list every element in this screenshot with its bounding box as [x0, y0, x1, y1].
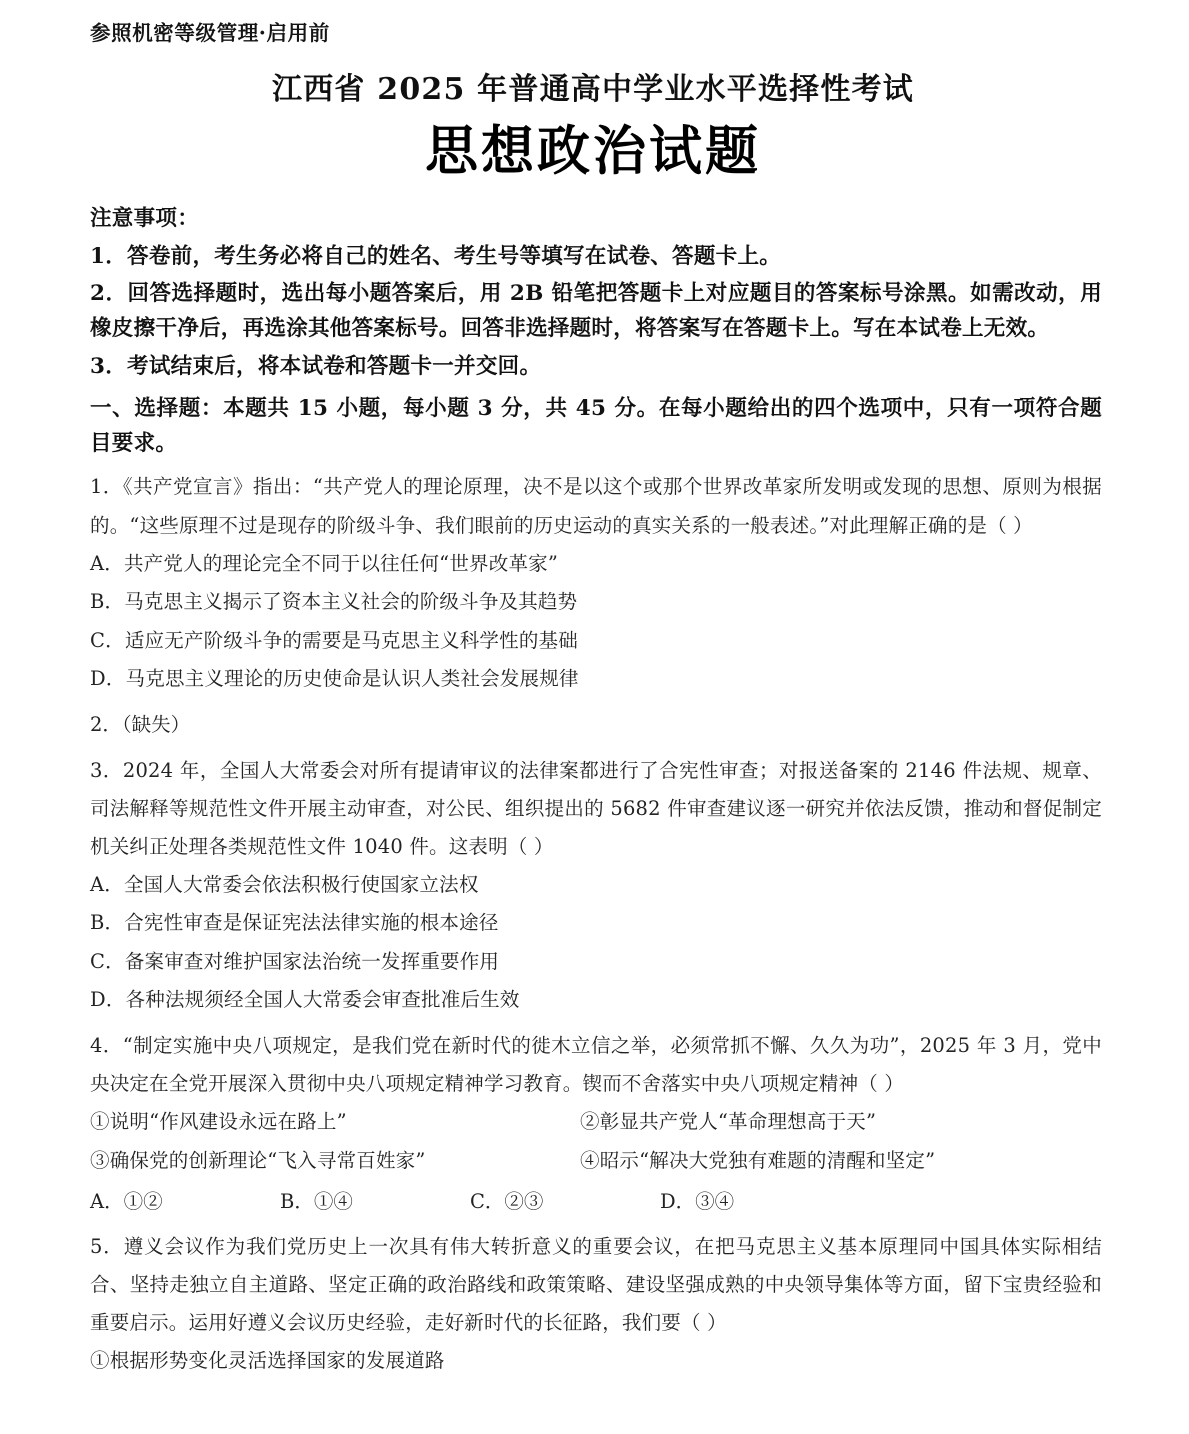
option-text: 适应无产阶级斗争的需要是马克思主义科学性的基础 — [124, 628, 578, 652]
statement-row — [90, 1142, 1102, 1181]
statement-item: ④昭示“解决大党独有难题的清醒和坚定” — [580, 1148, 936, 1172]
question-option[interactable] — [280, 1182, 470, 1221]
statement-item: ②彰显共产党人“革命理想高于天” — [580, 1110, 877, 1134]
notice-section — [90, 202, 1102, 385]
option-text: ③④ — [695, 1190, 735, 1214]
option-label: B． — [280, 1190, 314, 1214]
option-label: D． — [90, 667, 126, 691]
notice-item-1: 1．答卷前，考生务必将自己的姓名、考生号等填写在试卷、答题卡上。 — [90, 243, 782, 269]
notice-item-2: 2．回答选择题时，选出每小题答案后，用 2B 铅笔把答题卡上对应题目的答案标号涂黑。如需改动，用橡皮擦干净后，再选涂其他答案标号。回答非选择题时，将答案写在答题卡上。写在本试卷上无效。 — [90, 281, 1102, 342]
statement-item: ③确保党的创新理论“飞入寻常百姓家” — [90, 1148, 426, 1172]
notice-heading: 注意事项： — [90, 205, 200, 231]
question-option[interactable] — [90, 622, 1102, 661]
secrecy-notice: 参照机密等级管理·启用前 — [90, 21, 330, 45]
option-text: 马克思主义揭示了资本主义社会的阶级斗争及其趋势 — [124, 590, 578, 614]
section-heading-multiple-choice: 一、选择题：本题共 15 小题，每小题 3 分，共 45 分。在每小题给出的四个选项中，只有一项符合题目要求。 — [90, 395, 1102, 456]
statement-grid — [90, 1103, 1102, 1180]
question-5 — [90, 1228, 1102, 1381]
option-text: 马克思主义理论的历史使命是认识人类社会发展规律 — [125, 667, 579, 691]
question-option[interactable] — [90, 943, 1102, 982]
question-option[interactable] — [90, 866, 1102, 905]
question-option[interactable] — [90, 1182, 280, 1221]
question-stem: 3．2024 年，全国人大常委会对所有提请审议的法律案都进行了合宪性审查；对报送备案的 2146 件法规、规章、司法解释等规范性文件开展主动审查，对公民、组织提出的 5682 件审查建议逐一研究并依法反馈，推动和督促制定机关纠正处理各类规范性文件 1040 件。这表明（ ） — [90, 758, 1102, 858]
question-option[interactable] — [90, 583, 1102, 622]
question-option[interactable] — [660, 1182, 850, 1221]
question-2 — [90, 706, 1102, 745]
page-title: 思想政治试题 — [425, 120, 761, 183]
page-content — [90, 0, 1102, 1381]
option-text: ①② — [123, 1190, 163, 1214]
option-label: D． — [660, 1190, 696, 1214]
question-option[interactable] — [470, 1182, 660, 1221]
question-stem: 5．遵义会议作为我们党历史上一次具有伟大转折意义的重要会议，在把马克思主义基本原理同中国具体实际相结合、坚持走独立自主道路、坚定正确的政治路线和政策策略、建设坚强成熟的中央领导集体等方面，留下宝贵经验和重要启示。运用好遵义会议历史经验，走好新时代的长征路，我们要（ ） — [90, 1235, 1102, 1335]
question-option[interactable] — [90, 904, 1102, 943]
option-label: A． — [90, 1190, 124, 1214]
option-label: C． — [90, 949, 125, 973]
question-stem: 4．“制定实施中央八项规定，是我们党在新时代的徙木立信之举，必须常抓不懈、久久为功”，2025 年 3 月，党中央决定在全党开展深入贯彻中央八项规定精神学习教育。锲而不舍落实中央八项规定精神（ ） — [90, 1034, 1102, 1096]
question-4 — [90, 1027, 1102, 1221]
choice-row — [90, 1182, 1102, 1221]
notice-item-3: 3．考试结束后，将本试卷和答题卡一并交回。 — [90, 354, 542, 379]
option-label: C． — [470, 1190, 505, 1214]
statement-row — [90, 1342, 1102, 1381]
option-label: C． — [90, 628, 125, 652]
option-text: 共产党人的理论完全不同于以往任何“世界改革家” — [123, 551, 559, 575]
question-option[interactable] — [90, 981, 1102, 1020]
option-text: 合宪性审查是保证宪法法律实施的根本途径 — [124, 911, 499, 935]
option-text: ①④ — [313, 1190, 353, 1214]
question-stem: 1．《共产党宣言》指出：“共产党人的理论原理，决不是以这个或那个世界改革家所发明或发现的思想、原则为根据的。“这些原理不过是现存的阶级斗争、我们眼前的历史运动的真实关系的一般表述。”对此理解正确的是（ ） — [90, 475, 1102, 537]
question-option[interactable] — [90, 545, 1102, 584]
question-1 — [90, 468, 1102, 698]
exam-subtitle: 江西省 2025 年普通高中学业水平选择性考试 — [272, 71, 914, 107]
option-text: ②③ — [504, 1190, 544, 1214]
option-label: D． — [90, 988, 126, 1012]
question-3 — [90, 752, 1102, 1020]
statement-item: ①根据形势变化灵活选择国家的发展道路 — [90, 1349, 445, 1373]
question-option[interactable] — [90, 660, 1102, 699]
option-label: B． — [90, 590, 125, 614]
option-label: B． — [90, 911, 125, 935]
option-label: A． — [90, 872, 124, 896]
question-stem: 2．（缺失） — [90, 712, 191, 736]
option-text: 全国人大常委会依法积极行使国家立法权 — [123, 872, 479, 896]
option-text: 各种法规须经全国人大常委会审查批准后生效 — [125, 988, 520, 1012]
option-label: A． — [90, 551, 124, 575]
statement-row — [90, 1103, 1102, 1142]
statement-item: ①说明“作风建设永远在路上” — [90, 1110, 347, 1134]
option-text: 备案审查对维护国家法治统一发挥重要作用 — [124, 949, 500, 973]
